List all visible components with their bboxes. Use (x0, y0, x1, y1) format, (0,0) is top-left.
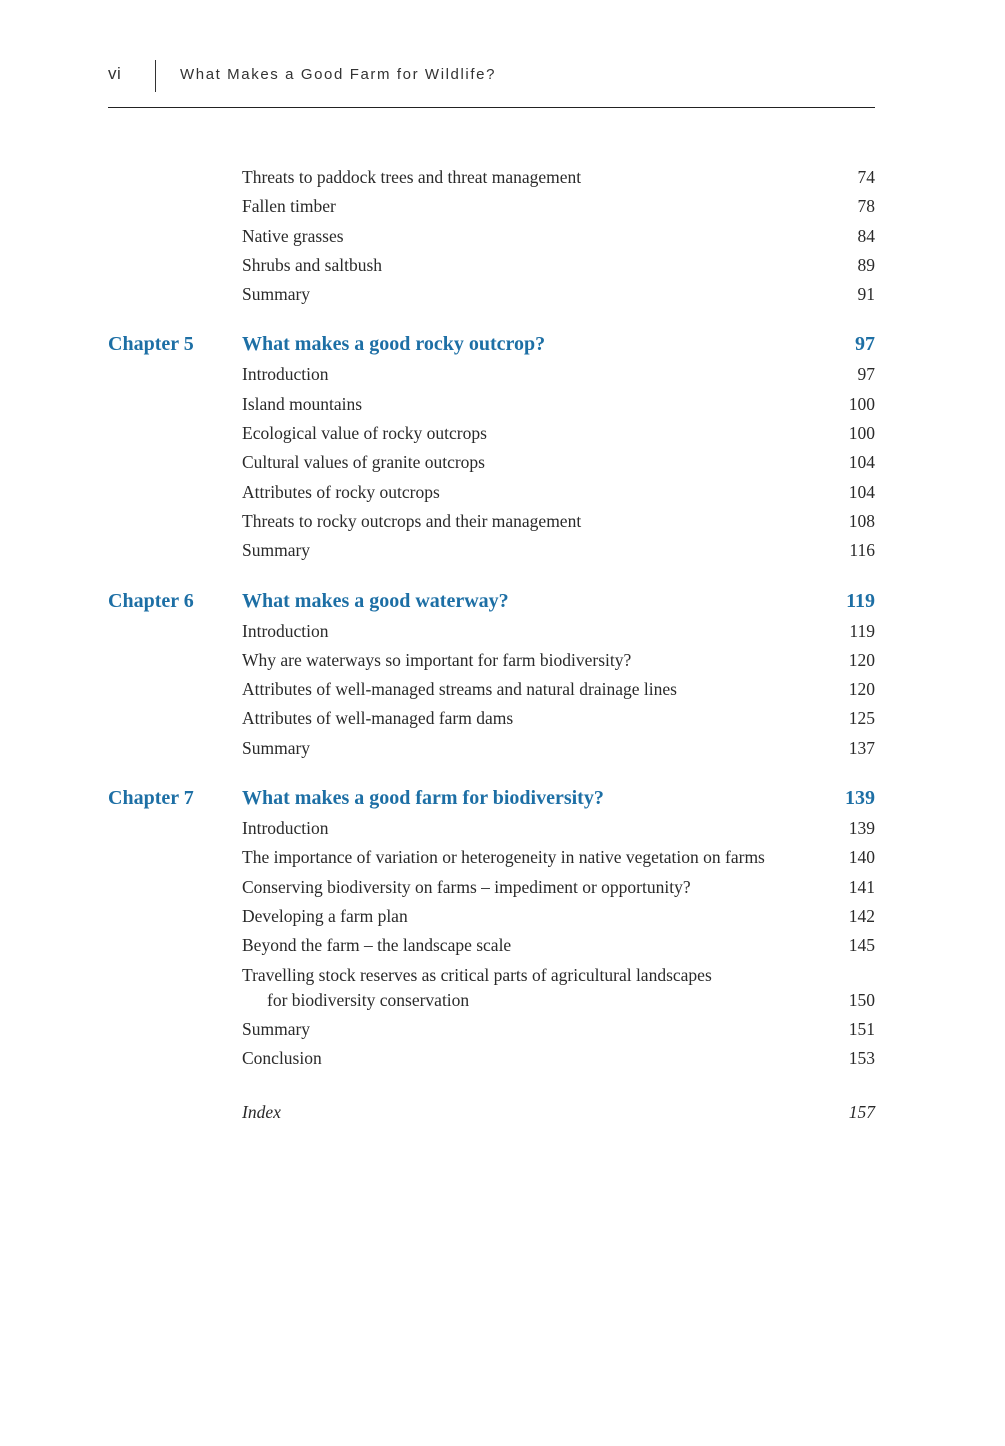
toc-entry-page: 120 (848, 649, 875, 670)
toc-entry-page: 145 (848, 935, 875, 956)
toc-entry-page: 104 (848, 481, 875, 502)
toc-entry-page: 78 (857, 196, 875, 217)
toc-entry-title: Shrubs and saltbush (242, 254, 382, 275)
toc-entry-title: Why are waterways so important for farm biodiversity? (242, 649, 632, 670)
chapter-title: What makes a good rocky outcrop? (242, 333, 546, 356)
toc-entry-title-continuation: for biodiversity conservation (267, 989, 470, 1010)
toc-entry[interactable] (108, 280, 875, 309)
toc-entry-page: 137 (848, 737, 875, 758)
toc-entry-page: 125 (848, 708, 875, 729)
running-head (108, 56, 875, 108)
toc-entry[interactable] (108, 873, 875, 902)
toc-entry-title: Threats to paddock trees and threat management (242, 167, 582, 187)
header-divider (155, 60, 156, 92)
chapter-title: What makes a good farm for biodiversity? (242, 787, 604, 810)
toc-entry-page: 84 (857, 225, 875, 246)
toc-entry-page: 116 (849, 540, 875, 561)
toc-entry-title: Fallen timber (242, 196, 336, 217)
chapter-page: 119 (846, 589, 875, 612)
toc-entry-title: Introduction (242, 620, 329, 641)
chapter-label: Chapter 5 (108, 333, 194, 356)
toc-entry-page: 142 (848, 905, 875, 926)
toc-entry-title: Conserving biodiversity on farms – impediment or opportunity? (242, 876, 691, 897)
toc-entry-title: Introduction (242, 364, 329, 385)
toc-entry[interactable] (108, 1044, 875, 1073)
toc-entry-title: Summary (242, 737, 311, 758)
toc-entry-title: Threats to rocky outcrops and their management (242, 510, 582, 531)
toc-entry-page: 120 (848, 679, 875, 700)
chapter-label: Chapter 6 (108, 589, 194, 612)
toc-entry-page: 150 (848, 989, 875, 1010)
chapter-heading[interactable] (108, 784, 875, 814)
toc-entry-page: 100 (848, 423, 875, 444)
toc-entry-page: 74 (857, 167, 875, 187)
toc-entry[interactable] (108, 507, 875, 536)
toc-entry-title: Ecological value of rocky outcrops (242, 423, 487, 444)
toc-entry[interactable] (108, 448, 875, 477)
toc-entry[interactable] (108, 902, 875, 931)
toc-entry-title: Native grasses (242, 225, 344, 246)
toc-entry-title: Introduction (242, 818, 329, 839)
toc-entry[interactable] (108, 251, 875, 280)
toc-entry-title: The importance of variation or heterogeneity in native vegetation on farms (242, 847, 765, 868)
toc-entry[interactable] (108, 646, 875, 675)
toc-entry-title: Attributes of rocky outcrops (242, 481, 440, 502)
page-folio: vi (108, 64, 122, 83)
toc-entry-page: 97 (857, 364, 875, 385)
toc-entry-title: Developing a farm plan (242, 905, 408, 926)
toc-entry-title: Attributes of well-managed farm dams (242, 708, 514, 729)
running-head-title: What Makes a Good Farm for Wildlife? (180, 66, 497, 83)
toc-entry[interactable] (108, 478, 875, 507)
toc-entry-title: Cultural values of granite outcrops (242, 452, 485, 473)
toc-entry[interactable] (108, 704, 875, 733)
toc-entry[interactable] (108, 617, 875, 646)
toc-entry-title: Island mountains (242, 393, 363, 414)
toc-entry-page: 108 (848, 510, 875, 531)
chapter-title: What makes a good waterway? (242, 589, 509, 612)
toc-entry[interactable] (108, 1015, 875, 1044)
toc-entry-page: 151 (848, 1018, 875, 1039)
toc-entry-page: 119 (849, 620, 875, 641)
table-of-contents (108, 163, 875, 1127)
toc-entry-page: 91 (857, 284, 875, 305)
toc-entry-title: Summary (242, 1018, 311, 1039)
toc-entry[interactable] (108, 814, 875, 843)
toc-entry[interactable] (108, 419, 875, 448)
toc-entry-title: Travelling stock reserves as critical parts of agricultural landscapes (242, 964, 712, 985)
toc-entry[interactable] (108, 734, 875, 763)
toc-index-entry[interactable] (108, 1098, 875, 1127)
toc-entry[interactable] (108, 222, 875, 251)
toc-entry-page: 139 (848, 818, 875, 839)
toc-entry[interactable] (108, 163, 875, 192)
toc-entry[interactable] (108, 390, 875, 419)
toc-entry-title: Summary (242, 540, 311, 561)
chapter-heading[interactable] (108, 587, 875, 617)
toc-entry-page: 100 (848, 393, 875, 414)
chapter-page: 139 (845, 787, 875, 810)
toc-entry-title: Attributes of well-managed streams and natural drainage lines (242, 679, 677, 700)
chapter-heading[interactable] (108, 330, 875, 360)
toc-entry-page: 89 (857, 254, 875, 275)
toc-entry[interactable] (108, 536, 875, 565)
toc-entry-title: Beyond the farm – the landscape scale (242, 935, 512, 956)
toc-entry[interactable] (108, 843, 875, 872)
toc-entry[interactable] (108, 961, 875, 1015)
index-title: Index (242, 1102, 281, 1123)
toc-entry-title: Conclusion (242, 1047, 322, 1068)
toc-entry-page: 104 (848, 452, 875, 473)
index-page: 157 (848, 1102, 875, 1123)
chapter-label: Chapter 7 (108, 787, 194, 810)
toc-entry-title: Summary (242, 284, 311, 305)
chapter-page: 97 (855, 333, 875, 356)
toc-entry[interactable] (108, 675, 875, 704)
toc-entry-page: 141 (848, 876, 875, 897)
toc-entry[interactable] (108, 360, 875, 389)
toc-entry[interactable] (108, 192, 875, 221)
toc-entry-page: 140 (848, 847, 875, 868)
toc-entry-page: 153 (848, 1047, 875, 1068)
toc-entry[interactable] (108, 931, 875, 960)
